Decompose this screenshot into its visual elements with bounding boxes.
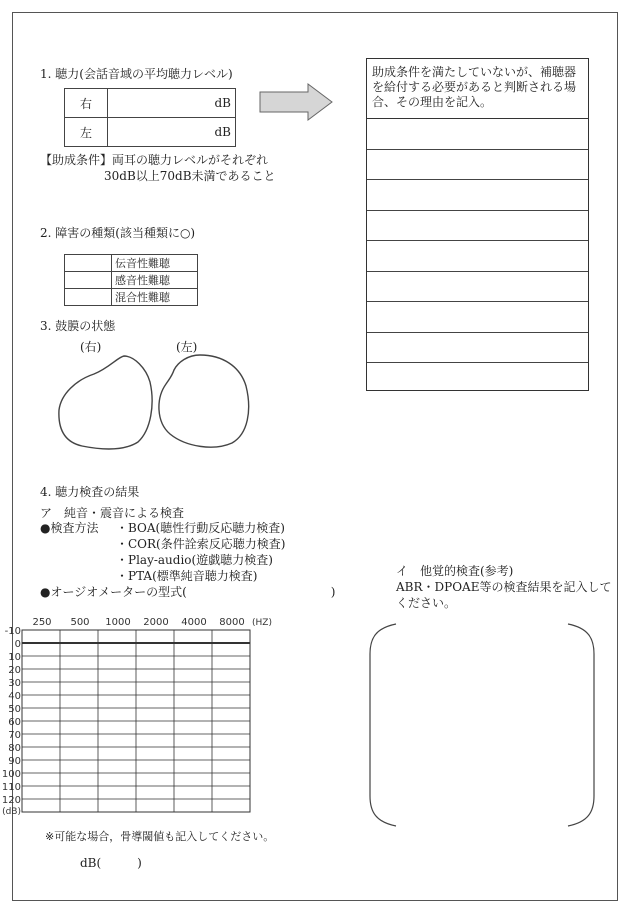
reason-line[interactable]: [367, 150, 588, 181]
y-tick-label: 0: [14, 639, 21, 650]
eardrum-right-label: (右): [80, 340, 102, 354]
method-pta: ・PTA(標準純音聴力検査): [116, 569, 258, 583]
y-tick-label: 100: [1, 769, 21, 780]
reason-line[interactable]: [367, 241, 588, 272]
type-label: 感音性難聴: [112, 272, 198, 289]
method-boa: ・BOA(聴性行動反応聴力検査): [116, 521, 285, 535]
method-play-audio: ・Play-audio(遊戯聴力検査): [116, 553, 273, 567]
side-label: 右: [65, 89, 108, 118]
x-unit-label: (HZ): [252, 618, 272, 628]
reason-lines[interactable]: [367, 119, 588, 394]
condition-line2: 30dB以上70dB未満であること: [104, 169, 276, 183]
section4-title: 4. 聴力検査の結果: [40, 485, 140, 499]
y-tick-label: 80: [8, 743, 21, 754]
hearing-level-table: [64, 88, 236, 147]
x-tick-label: 500: [70, 617, 90, 628]
disorder-type-table: [64, 254, 198, 306]
type-label: 混合性難聴: [112, 289, 198, 306]
y-tick-label: 120: [1, 795, 21, 806]
reason-heading: 助成条件を満たしていないが、補聴器を給付する必要があると判断される場合、その理由を記入。: [367, 59, 588, 119]
objective-line1: ABR・DPOAE等の検査結果を記入して: [396, 580, 612, 594]
x-tick-label: 2000: [143, 617, 169, 628]
reason-line[interactable]: [367, 272, 588, 303]
section2-title: 2. 障害の種類(該当種類に○): [40, 226, 196, 240]
x-tick-label: 4000: [181, 617, 207, 628]
y-unit-label: (dB): [2, 807, 21, 817]
audiometer-model[interactable]: ●オージオメーターの型式( ): [40, 585, 336, 599]
type-row[interactable]: [65, 255, 198, 272]
y-tick-label: 90: [8, 756, 21, 767]
objective-bracket-area[interactable]: [366, 620, 598, 830]
bracket-right: [568, 624, 594, 826]
bracket-left: [370, 624, 396, 826]
mark-cell[interactable]: [65, 289, 112, 306]
db-entry-line[interactable]: dB( ): [80, 856, 142, 870]
eardrum-diagram: [54, 352, 254, 452]
eardrum-left-label: (左): [176, 340, 198, 354]
reason-line[interactable]: [367, 211, 588, 242]
y-tick-label: 50: [8, 704, 21, 715]
hearing-row-right: [65, 89, 236, 118]
eardrum-left-outline: [159, 355, 249, 447]
db-field-right[interactable]: [108, 89, 236, 118]
x-tick-label: 250: [32, 617, 52, 628]
eardrum-right-outline: [59, 356, 152, 449]
reason-box: [366, 58, 589, 391]
unit-label: dB: [214, 125, 231, 139]
type-row[interactable]: [65, 289, 198, 306]
arrow-right-icon: [258, 82, 334, 122]
y-tick-label: 10: [8, 652, 21, 663]
reason-line[interactable]: [367, 333, 588, 364]
unit-label: dB: [214, 96, 231, 110]
mark-cell[interactable]: [65, 272, 112, 289]
test-subsection-a: ア 純音・震音による検査: [40, 506, 185, 520]
y-tick-label: 30: [8, 678, 21, 689]
side-label: 左: [65, 118, 108, 147]
section3-title: 3. 鼓膜の状態: [40, 319, 116, 333]
condition-line1: 【助成条件】両耳の聴力レベルがそれぞれ: [40, 153, 269, 167]
reason-line[interactable]: [367, 119, 588, 150]
db-field-left[interactable]: [108, 118, 236, 147]
bone-conduction-note: ※可能な場合，骨導閾値も記入してください。: [45, 830, 275, 843]
x-tick-label: 1000: [105, 617, 131, 628]
y-tick-label: -10: [4, 626, 21, 637]
reason-line[interactable]: [367, 363, 588, 394]
type-row[interactable]: [65, 272, 198, 289]
method-cor: ・COR(条件詮索反応聴力検査): [116, 537, 286, 551]
mark-cell[interactable]: [65, 255, 112, 272]
objective-title: イ 他覚的検査(参考): [396, 564, 514, 578]
y-tick-label: 20: [8, 665, 21, 676]
y-tick-label: 110: [1, 782, 21, 793]
y-tick-label: 60: [8, 717, 21, 728]
reason-line[interactable]: [367, 180, 588, 211]
x-tick-label: 8000: [219, 617, 245, 628]
section1-title: 1. 聴力(会話音域の平均聴力レベル): [40, 67, 233, 81]
objective-line2: ください。: [396, 596, 457, 610]
y-tick-label: 70: [8, 730, 21, 741]
audiogram-chart: [1, 612, 298, 834]
hearing-row-left: [65, 118, 236, 147]
reason-line[interactable]: [367, 302, 588, 333]
type-label: 伝音性難聴: [112, 255, 198, 272]
y-tick-label: 40: [8, 691, 21, 702]
method-label: ●検査方法: [40, 521, 99, 535]
